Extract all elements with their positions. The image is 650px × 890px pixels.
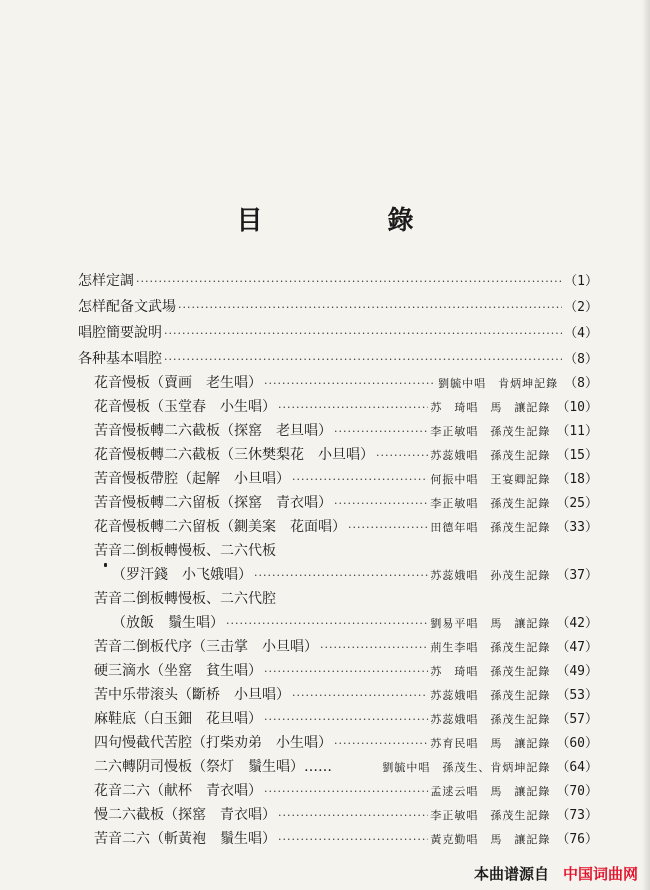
toc-entry: [78, 272, 598, 291]
entry-title: 苦音慢板轉二六截板（探窰 老旦唱）: [94, 423, 332, 439]
entry-credit: 劉毓中唱 孫茂生、肯炳坤記錄: [382, 761, 551, 774]
leader-dots: [376, 447, 428, 465]
entry-credit: 劉毓中唱 肯炳坤記錄: [438, 377, 559, 390]
toc-sub-entry: [94, 758, 598, 777]
leader-dots: [264, 711, 428, 729]
entry-title: 各种基本唱腔: [78, 351, 162, 367]
leader-dots: [226, 615, 428, 633]
entry-page: （25）: [556, 496, 598, 511]
entry-credit: 孟逑云唱 馬 讓記錄: [430, 785, 551, 798]
entry-title: 唱腔簡要說明: [78, 325, 162, 341]
entry-title: 慢二六截板（探窰 青衣唱）: [94, 807, 276, 823]
entry-credit: 荊生李唱 孫茂生記錄: [430, 641, 551, 654]
entry-page: （10）: [556, 400, 598, 415]
leader-dots: [264, 783, 428, 801]
leader-dots: [264, 663, 428, 681]
entry-page: （47）: [556, 640, 598, 655]
toc-sub-entry: [94, 494, 598, 513]
entry-page: （57）: [556, 712, 598, 727]
entry-page: （2）: [564, 300, 598, 315]
entry-title: 花音慢板（玉堂春 小生唱）: [94, 399, 276, 415]
leader-dots: [334, 423, 428, 441]
toc-sub-entry: [94, 710, 598, 729]
leader-dots: [164, 325, 562, 343]
entry-page: （11）: [556, 424, 598, 439]
entry-title: （放飯 鬚生唱）: [112, 615, 224, 631]
entry-page: （15）: [556, 448, 598, 463]
toc-sub-entry-line1: [94, 590, 598, 608]
toc-sub-entry: [94, 638, 598, 657]
entry-credit: 苏蕊娥唱 孙茂生記錄: [430, 569, 551, 582]
entry-credit: 苏蕊娥唱 孫茂生記錄: [430, 713, 551, 726]
leader-dots: [278, 807, 428, 825]
entry-page: （53）: [556, 688, 598, 703]
leader-dots: [292, 687, 428, 705]
entry-page: （8）: [564, 376, 598, 391]
entry-credit: 苏蕊娥唱 孫茂生記錄: [430, 449, 551, 462]
source-label: 本曲谱源自: [473, 865, 549, 883]
entry-page: （18）: [556, 472, 598, 487]
page-edge-shadow: [642, 0, 650, 890]
entry-title: 花音慢板轉二六截板（三休樊梨花 小旦唱）: [94, 447, 374, 463]
toc-sub-entry: [94, 686, 598, 705]
ink-mark: [104, 563, 107, 567]
leader-dots: [292, 471, 428, 489]
entry-credit: 李正敏唱 孫茂生記錄: [430, 809, 551, 822]
leader-dots: [278, 831, 428, 849]
leader-dots: [334, 735, 428, 753]
toc-sub-entry: [94, 470, 598, 489]
entry-title: 苦音二倒板代序（三击掌 小旦唱）: [94, 639, 318, 655]
toc-sub-entry: [94, 518, 598, 537]
toc-entry: [78, 350, 598, 369]
toc-sub-entry-line1: [94, 542, 598, 560]
entry-page: （1）: [564, 274, 598, 289]
entry-page: （73）: [556, 808, 598, 823]
entry-credit: 苏蕊娥唱 孫茂生記錄: [430, 689, 551, 702]
entry-title: 花音二六（献杯 青衣唱）: [94, 783, 262, 799]
entry-credit: 李正敏唱 孫茂生記錄: [430, 425, 551, 438]
entry-credit: 李正敏唱 孫茂生記錄: [430, 497, 551, 510]
toc-sub-entry: [94, 830, 598, 849]
entry-page: （60）: [556, 736, 598, 751]
entry-title: 苦中乐带滚头（斷桥 小旦唱）: [94, 687, 290, 703]
toc-sub-entry: [94, 446, 598, 465]
entry-credit: 苏 琦唱 孫茂生記錄: [430, 665, 551, 678]
toc-sub-entry: [94, 734, 598, 753]
entry-title: 麻鞋底（白玉鈿 花旦唱）: [94, 711, 262, 727]
leader-dots: [264, 375, 436, 393]
source-brand-link[interactable]: 中国词曲网: [562, 865, 638, 883]
entry-title: 苦音二六（斬黃袍 鬚生唱）: [94, 831, 276, 847]
entry-credit: 田德年唱 孫茂生記錄: [430, 521, 551, 534]
toc-sub-entry: [94, 398, 598, 417]
entry-page: （70）: [556, 784, 598, 799]
toc-sub-entry: [94, 422, 598, 441]
leader-dots: [254, 567, 428, 585]
entry-title: 硬三滴水（坐窰 貧生唱）: [94, 663, 262, 679]
leader-dots: [320, 639, 428, 657]
entry-page: （64）: [556, 760, 598, 775]
source-footer: [474, 863, 638, 884]
toc-entry: [78, 324, 598, 343]
entry-page: （76）: [556, 832, 598, 847]
toc-sub-entry-line2: [112, 614, 598, 633]
leader-dots: [278, 399, 428, 417]
entry-page: （49）: [556, 664, 598, 679]
entry-title: 苦音慢板帶腔（起解 小旦唱）: [94, 471, 290, 487]
entry-page: （37）: [556, 568, 598, 583]
page-title: 目 錄: [236, 206, 472, 236]
leader-dots: [348, 519, 428, 537]
leader-dots: [334, 495, 428, 513]
entry-credit: 劉易平唱 馬 讓記錄: [430, 617, 551, 630]
entry-title: 怎样定調: [78, 273, 134, 289]
entry-credit: 苏 琦唱 馬 讓記錄: [430, 401, 551, 414]
entry-page: （8）: [564, 352, 598, 367]
entry-credit: 黃克勤唱 馬 讓記錄: [430, 833, 551, 846]
entry-title: 苦音慢板轉二六留板（探窰 青衣唱）: [94, 495, 332, 511]
entry-credit: 何振中唱 王宴卿記錄: [430, 473, 551, 486]
entry-credit: 苏育民唱 馬 讓記錄: [430, 737, 551, 750]
entry-title: 二六轉阴司慢板（祭灯 鬚生唱）……: [94, 759, 332, 775]
entry-page: （4）: [564, 326, 598, 341]
entry-title: 花音慢板轉二六留板（鍘美案 花面唱）: [94, 519, 346, 535]
entry-title: （罗汗錢 小飞娥唱）: [112, 567, 252, 583]
toc-sub-entry: [94, 782, 598, 801]
entry-page: （42）: [556, 616, 598, 631]
toc-sub-entry: [94, 662, 598, 681]
toc-sub-entry: [94, 806, 598, 825]
entry-title: 苦音二倒板轉慢板、二六代板: [94, 543, 276, 559]
leader-dots: [136, 273, 562, 291]
entry-title: 怎样配备文武場: [78, 299, 176, 315]
leader-dots: [178, 299, 562, 317]
toc-sub-entry: [94, 374, 598, 393]
leader-dots: [164, 351, 562, 369]
toc-sub-entry-line2: [112, 566, 598, 585]
toc-entry: [78, 298, 598, 317]
entry-page: （33）: [556, 520, 598, 535]
entry-title: 四句慢截代苦腔（打柴劝弟 小生唱）: [94, 735, 332, 751]
entry-title: 花音慢板（賣画 老生唱）: [94, 375, 262, 391]
entry-title: 苦音二倒板轉慢板、二六代腔: [94, 591, 276, 607]
